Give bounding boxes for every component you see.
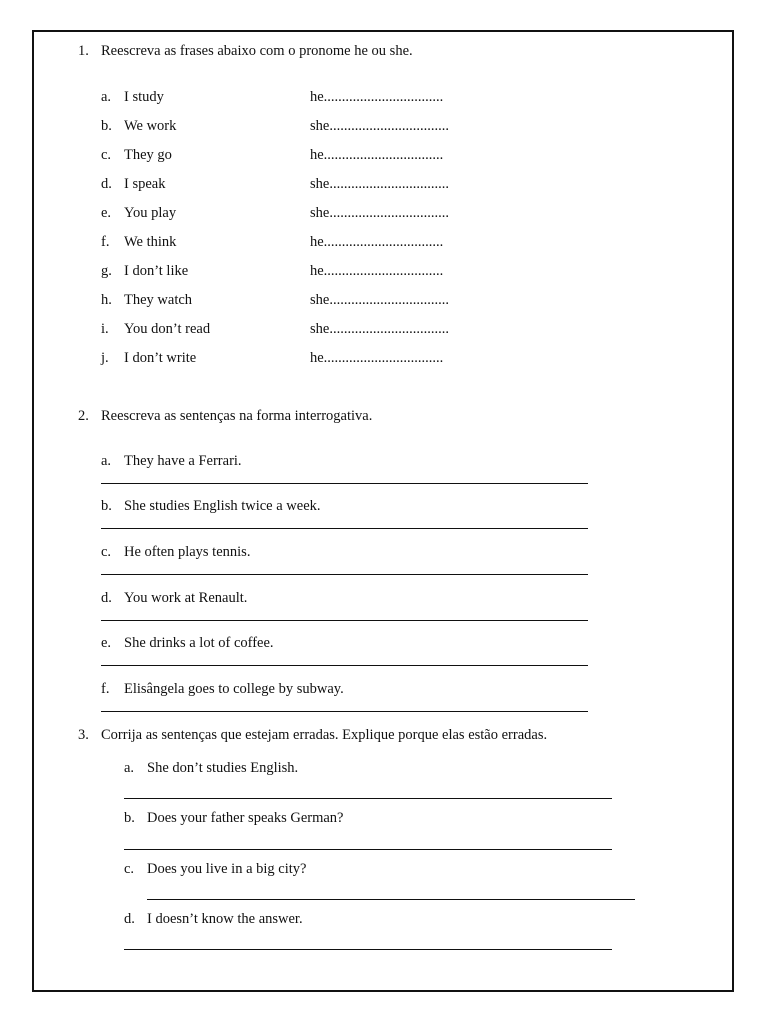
answer-line[interactable] xyxy=(101,620,588,621)
q1-item-text: I don’t like xyxy=(124,263,189,279)
q1-item-answer[interactable]: he................................. xyxy=(310,234,444,250)
q2-item-text: Elisângela goes to college by subway. xyxy=(124,681,344,697)
q1-item-answer[interactable]: she................................. xyxy=(310,321,449,337)
answer-line[interactable] xyxy=(124,949,612,950)
answer-line[interactable] xyxy=(101,665,588,666)
q1-item-answer[interactable]: she................................. xyxy=(310,292,449,308)
q1-item-text: You play xyxy=(124,205,177,221)
q1-item-text: They watch xyxy=(124,292,193,308)
q2-item-letter: b. xyxy=(101,498,112,514)
q3-item-letter: a. xyxy=(124,760,135,776)
q3-item-text: I doesn’t know the answer. xyxy=(147,911,303,927)
q1-item-letter: e. xyxy=(101,205,112,221)
q2-item-text: He often plays tennis. xyxy=(124,544,251,560)
q2-instruction: Reescreva as sentenças na forma interrogativa. xyxy=(101,408,373,424)
q1-item-text: I study xyxy=(124,89,164,105)
q1-item-text: We think xyxy=(124,234,177,250)
q1-item-letter: g. xyxy=(101,263,112,279)
q2-item-letter: e. xyxy=(101,635,112,651)
q1-item-letter: i. xyxy=(101,321,109,337)
answer-line[interactable] xyxy=(101,483,588,484)
q2-item-letter: c. xyxy=(101,544,112,560)
answer-line[interactable] xyxy=(124,849,612,850)
q1-item-letter: a. xyxy=(101,89,112,105)
q2-number: 2. xyxy=(78,408,89,424)
q2-item-letter: f. xyxy=(101,681,110,697)
q1-item-answer[interactable]: she................................. xyxy=(310,205,449,221)
q1-item-letter: f. xyxy=(101,234,110,250)
q1-item-letter: h. xyxy=(101,292,112,308)
q1-instruction: Reescreva as frases abaixo com o pronome he ou she. xyxy=(101,43,413,59)
q1-item-text: I don’t write xyxy=(124,350,197,366)
q2-item-letter: d. xyxy=(101,590,112,606)
q1-item-answer[interactable]: she................................. xyxy=(310,118,449,134)
answer-line[interactable] xyxy=(101,711,588,712)
q3-item-text: Does you live in a big city? xyxy=(147,861,307,877)
q1-item-text: You don’t read xyxy=(124,321,211,337)
q3-item-letter: d. xyxy=(124,911,135,927)
q1-item-answer[interactable]: he................................. xyxy=(310,263,444,279)
answer-line[interactable] xyxy=(147,899,635,900)
answer-line[interactable] xyxy=(101,574,588,575)
q2-item-text: They have a Ferrari. xyxy=(124,453,242,469)
q3-item-letter: b. xyxy=(124,810,135,826)
q1-item-answer[interactable]: he................................. xyxy=(310,350,444,366)
q1-item-letter: d. xyxy=(101,176,112,192)
q2-item-text: She studies English twice a week. xyxy=(124,498,321,514)
answer-line[interactable] xyxy=(124,798,612,799)
answer-line[interactable] xyxy=(101,528,588,529)
q1-item-answer[interactable]: he................................. xyxy=(310,89,444,105)
q3-item-letter: c. xyxy=(124,861,135,877)
q3-item-text: Does your father speaks German? xyxy=(147,810,344,826)
q1-number: 1. xyxy=(78,43,89,59)
q1-item-text: They go xyxy=(124,147,172,163)
q2-item-text: You work at Renault. xyxy=(124,590,248,606)
q2-item-text: She drinks a lot of coffee. xyxy=(124,635,274,651)
q1-item-text: We work xyxy=(124,118,177,134)
q1-item-answer[interactable]: he................................. xyxy=(310,147,444,163)
q1-item-letter: j. xyxy=(101,350,109,366)
q1-item-text: I speak xyxy=(124,176,166,192)
q3-number: 3. xyxy=(78,727,89,743)
q1-item-letter: b. xyxy=(101,118,112,134)
q3-item-text: She don’t studies English. xyxy=(147,760,299,776)
q1-item-answer[interactable]: she................................. xyxy=(310,176,449,192)
q3-instruction: Corrija as sentenças que estejam erradas. Explique porque elas estão erradas. xyxy=(101,727,548,743)
q1-item-letter: c. xyxy=(101,147,112,163)
q2-item-letter: a. xyxy=(101,453,112,469)
